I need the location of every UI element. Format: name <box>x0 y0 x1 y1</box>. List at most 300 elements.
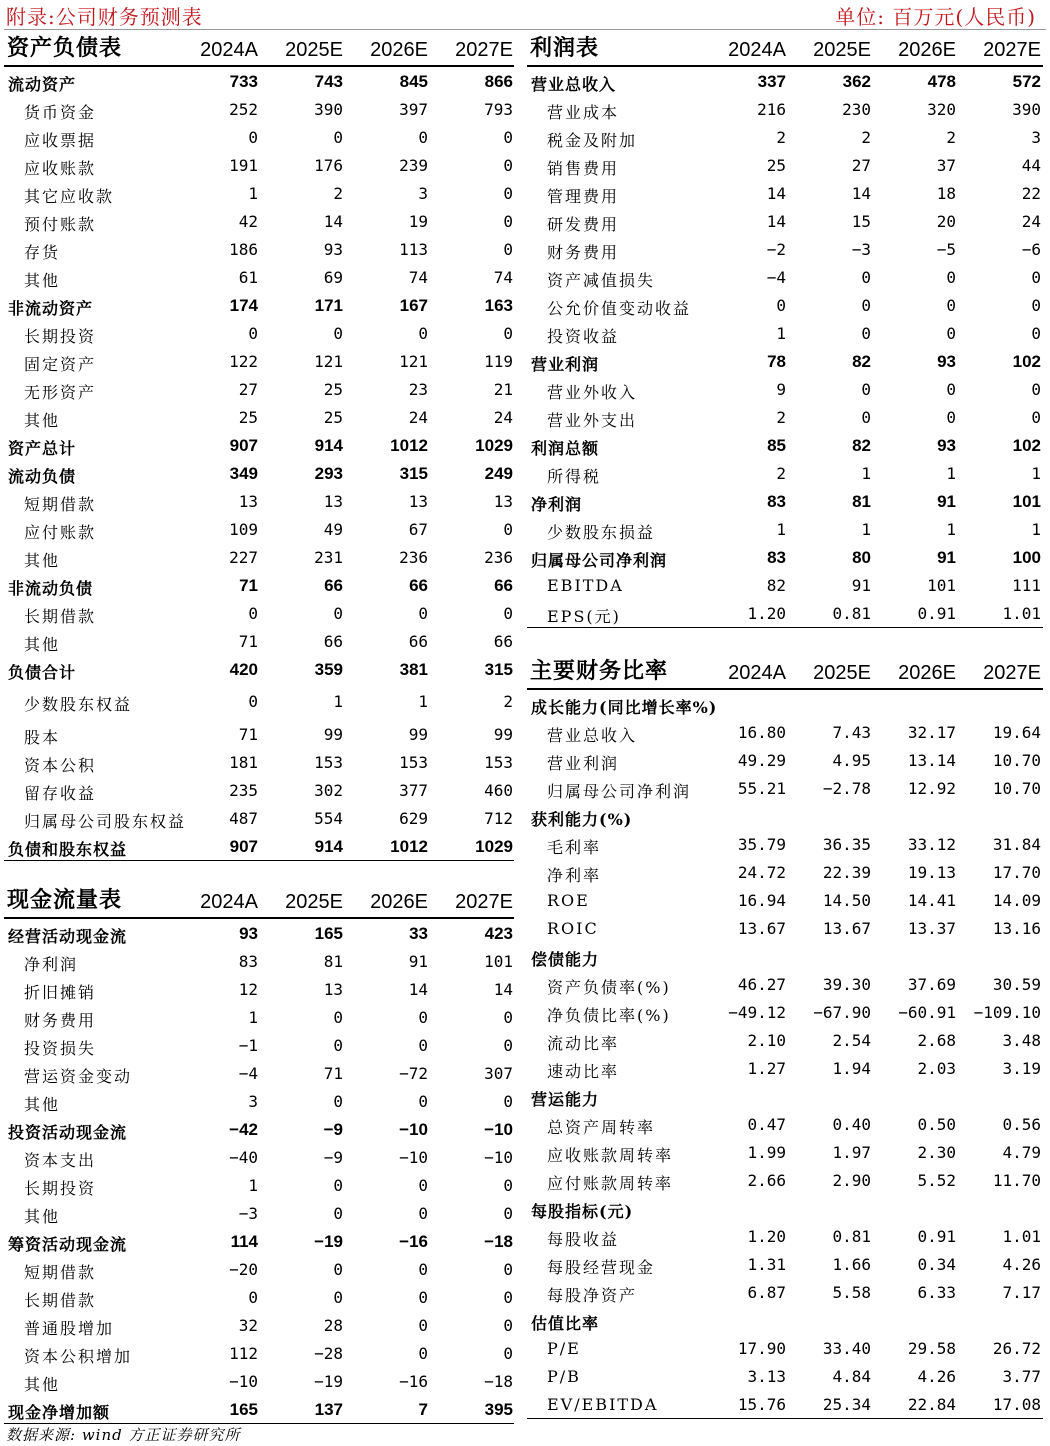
row-label: 负债和股东权益 <box>8 840 128 859</box>
cell-value: 420 <box>229 660 258 679</box>
table-row <box>527 1362 1043 1390</box>
cell-value: 377 <box>399 781 428 800</box>
cell-value: 0 <box>861 408 871 427</box>
year-header: 2026E <box>370 891 428 913</box>
cell-value: 0 <box>248 128 258 147</box>
cell-value: 121 <box>314 352 343 371</box>
cell-value: 793 <box>484 100 513 119</box>
cell-value: 20 <box>936 212 956 231</box>
cell-value: 93 <box>323 240 343 259</box>
table-row <box>4 151 514 179</box>
cell-value: 302 <box>314 781 343 800</box>
cell-value: 216 <box>757 100 786 119</box>
cell-value: −18 <box>484 1232 513 1251</box>
cell-value: 1.20 <box>747 604 786 623</box>
table-row <box>527 515 1043 543</box>
data-source-note: 数据来源: wind 方正证券研究所 <box>6 1426 241 1444</box>
row-label: 应收账款周转率 <box>547 1146 674 1165</box>
cell-value: 99 <box>408 725 428 744</box>
cell-value: 163 <box>484 296 513 315</box>
cell-value: 395 <box>484 1400 513 1419</box>
table-row <box>527 1390 1043 1418</box>
cell-value: 78 <box>767 352 786 371</box>
cell-value: 0 <box>418 1008 428 1027</box>
row-label: 营业总收入 <box>531 75 617 94</box>
cell-value: 0.91 <box>917 1227 956 1246</box>
cell-value: 66 <box>323 632 343 651</box>
cell-value: 2 <box>503 692 513 711</box>
cell-value: −2 <box>766 240 786 259</box>
cell-value: 236 <box>399 548 428 567</box>
table-row <box>4 1087 514 1115</box>
table-row <box>4 459 514 487</box>
table-row <box>4 487 514 515</box>
cell-value: −9 <box>323 1120 343 1139</box>
table-row <box>4 720 514 748</box>
table-row <box>4 291 514 319</box>
row-label: 偿债能力 <box>531 950 600 969</box>
year-header: 2027E <box>455 891 513 913</box>
cell-value: 74 <box>408 268 428 287</box>
cell-value: 35.79 <box>737 835 786 854</box>
table-row <box>527 123 1043 151</box>
table-row <box>527 179 1043 207</box>
cell-value: 230 <box>842 100 871 119</box>
cell-value: 114 <box>230 1232 258 1251</box>
cell-value: 0 <box>418 324 428 343</box>
row-label: 财务费用 <box>547 243 620 262</box>
cell-value: 0 <box>861 296 871 315</box>
cell-value: 17.08 <box>992 1395 1041 1414</box>
section-header <box>527 31 1043 67</box>
cell-value: 460 <box>484 781 513 800</box>
cell-value: 99 <box>493 725 513 744</box>
header-rule <box>4 29 1046 30</box>
cell-value: 743 <box>314 72 343 91</box>
cell-value: 121 <box>399 352 428 371</box>
cell-value: 14 <box>493 980 513 999</box>
row-label: 资本公积增加 <box>24 1347 133 1366</box>
cell-value: 315 <box>484 660 513 679</box>
cell-value: −109.10 <box>973 1003 1041 1022</box>
cell-value: 1.31 <box>747 1255 786 1274</box>
cell-value: 6.87 <box>747 1283 786 1302</box>
table-row <box>4 123 514 151</box>
table-row <box>4 1003 514 1031</box>
cell-value: 0 <box>333 1176 343 1195</box>
cell-value: 26.72 <box>992 1339 1041 1358</box>
row-label: 利润总额 <box>531 439 600 458</box>
cell-value: 0 <box>946 296 956 315</box>
table-row <box>4 1227 514 1255</box>
row-label: 净利润 <box>531 495 583 514</box>
cell-value: 3 <box>248 1092 258 1111</box>
row-label: 营业利润 <box>531 355 600 374</box>
table-row <box>4 515 514 543</box>
table-row <box>527 1026 1043 1054</box>
cell-value: 1.66 <box>832 1255 871 1274</box>
table-row <box>4 748 514 776</box>
cell-value: 102 <box>1012 352 1041 371</box>
cell-value: 101 <box>1012 492 1041 511</box>
cashflow-table <box>4 883 514 1424</box>
cell-value: 71 <box>239 576 258 595</box>
cell-value: 1 <box>1031 520 1041 539</box>
cell-value: 67 <box>408 520 428 539</box>
table-row <box>4 655 514 687</box>
cell-value: 81 <box>323 952 343 971</box>
row-label: 普通股增加 <box>24 1319 115 1338</box>
cell-value: −3 <box>238 1204 258 1223</box>
cell-value: 2 <box>946 128 956 147</box>
cell-value: 2.90 <box>832 1171 871 1190</box>
table-row <box>4 571 514 599</box>
row-label: 长期借款 <box>24 1291 97 1310</box>
cell-value: 19 <box>408 212 428 231</box>
row-label: 归属母公司净利润 <box>531 551 668 570</box>
year-header: 2027E <box>983 39 1041 61</box>
table-row <box>527 1306 1043 1334</box>
table-row <box>527 1278 1043 1306</box>
cell-value: 11.70 <box>992 1171 1041 1190</box>
cell-value: 0 <box>503 1176 513 1195</box>
table-row <box>527 886 1043 914</box>
table-row <box>4 1059 514 1087</box>
cell-value: 91 <box>937 548 956 567</box>
section-header <box>4 31 514 67</box>
row-label: 固定资产 <box>24 355 97 374</box>
cell-value: 13 <box>238 492 258 511</box>
row-label: 每股收益 <box>547 1230 620 1249</box>
cell-value: 82 <box>852 436 871 455</box>
row-label: 流动比率 <box>547 1034 620 1053</box>
cell-value: 907 <box>229 436 258 455</box>
cell-value: 423 <box>484 924 513 943</box>
cell-value: 2 <box>861 128 871 147</box>
cell-value: 0 <box>333 128 343 147</box>
cell-value: 397 <box>399 100 428 119</box>
cell-value: 3 <box>418 184 428 203</box>
cell-value: 186 <box>229 240 258 259</box>
cell-value: 914 <box>314 837 343 856</box>
cell-value: 0 <box>333 1036 343 1055</box>
cell-value: 866 <box>484 72 513 91</box>
cell-value: 13.16 <box>992 919 1041 938</box>
cell-value: 18 <box>936 184 956 203</box>
row-label: 应付账款 <box>24 523 97 542</box>
cell-value: −16 <box>399 1372 428 1391</box>
cell-value: 1.97 <box>832 1143 871 1162</box>
cell-value: 14 <box>323 212 343 231</box>
cell-value: 39.30 <box>822 975 871 994</box>
cell-value: −2.78 <box>822 779 871 798</box>
section-bottom-rule <box>4 860 514 861</box>
cell-value: −18 <box>484 1372 513 1391</box>
cell-value: 252 <box>229 100 258 119</box>
cell-value: 191 <box>229 156 258 175</box>
row-label: 非流动资产 <box>8 299 94 318</box>
table-row <box>527 1138 1043 1166</box>
row-label: 营业利润 <box>547 754 620 773</box>
row-label: 长期投资 <box>24 327 97 346</box>
row-label: P/E <box>547 1339 581 1358</box>
year-header: 2024A <box>200 891 258 913</box>
table-row <box>527 914 1043 942</box>
cell-value: 21 <box>493 380 513 399</box>
row-label: 流动负债 <box>8 467 77 486</box>
cell-value: 44 <box>1021 156 1041 175</box>
cell-value: 153 <box>314 753 343 772</box>
row-label: P/B <box>547 1367 581 1386</box>
cell-value: 24 <box>408 408 428 427</box>
cell-value: 165 <box>314 924 343 943</box>
cell-value: 7.17 <box>1002 1283 1041 1302</box>
cell-value: −10 <box>229 1372 258 1391</box>
cell-value: 32 <box>238 1316 258 1335</box>
cell-value: 0 <box>1031 380 1041 399</box>
cell-value: 101 <box>484 952 513 971</box>
cell-value: 37.69 <box>907 975 956 994</box>
table-row <box>4 207 514 235</box>
row-label: 营业成本 <box>547 103 620 122</box>
cell-value: 19.64 <box>992 723 1041 742</box>
cell-value: 629 <box>399 809 428 828</box>
table-row <box>4 687 514 720</box>
cell-value: 165 <box>229 1400 258 1419</box>
cell-value: 0 <box>946 380 956 399</box>
cell-value: 119 <box>484 352 513 371</box>
table-row <box>527 487 1043 515</box>
cell-value: 0 <box>333 1260 343 1279</box>
cell-value: 24 <box>1021 212 1041 231</box>
cell-value: 0 <box>1031 296 1041 315</box>
row-label: EV/EBITDA <box>547 1395 659 1414</box>
cell-value: 231 <box>314 548 343 567</box>
cell-value: 0 <box>503 1260 513 1279</box>
cell-value: 25.34 <box>822 1395 871 1414</box>
cell-value: 2.54 <box>832 1031 871 1050</box>
row-label: ROIC <box>547 919 599 938</box>
cell-value: 907 <box>229 837 258 856</box>
row-label: 成长能力(同比增长率%) <box>531 698 718 717</box>
cell-value: 0 <box>333 1008 343 1027</box>
cell-value: 32.17 <box>907 723 956 742</box>
cell-value: 25 <box>766 156 786 175</box>
cell-value: 174 <box>229 296 258 315</box>
cell-value: 0 <box>776 296 786 315</box>
table-row <box>4 804 514 832</box>
cell-value: 71 <box>238 632 258 651</box>
cell-value: 249 <box>484 464 513 483</box>
cell-value: 122 <box>229 352 258 371</box>
cell-value: 83 <box>767 548 786 567</box>
cell-value: 81 <box>852 492 871 511</box>
table-row <box>527 291 1043 319</box>
cell-value: 36.35 <box>822 835 871 854</box>
row-label: 筹资活动现金流 <box>8 1235 128 1254</box>
cell-value: 27 <box>851 156 871 175</box>
table-row <box>4 347 514 375</box>
cell-value: 0.81 <box>832 604 871 623</box>
year-header: 2025E <box>285 39 343 61</box>
cell-value: −19 <box>314 1232 343 1251</box>
row-label: 流动资产 <box>8 75 77 94</box>
table-row <box>4 1171 514 1199</box>
cell-value: 25 <box>238 408 258 427</box>
cell-value: 91 <box>408 952 428 971</box>
row-label: 速动比率 <box>547 1062 620 1081</box>
table-row <box>4 1255 514 1283</box>
cell-value: 14 <box>766 212 786 231</box>
section-bottom-rule <box>527 627 1043 628</box>
cell-value: 13 <box>323 492 343 511</box>
cell-value: 0 <box>503 1036 513 1055</box>
cell-value: 25 <box>323 408 343 427</box>
cell-value: −10 <box>484 1148 513 1167</box>
table-row <box>4 776 514 804</box>
table-row <box>4 543 514 571</box>
row-label: 短期借款 <box>24 495 97 514</box>
cell-value: 66 <box>493 632 513 651</box>
cell-value: 0 <box>503 184 513 203</box>
cell-value: 0 <box>333 324 343 343</box>
row-label: 获利能力(%) <box>531 810 633 829</box>
table-row <box>4 319 514 347</box>
cell-value: 2 <box>776 128 786 147</box>
cell-value: 13.14 <box>907 751 956 770</box>
row-label: EPS(元) <box>547 607 621 626</box>
table-row <box>4 1199 514 1227</box>
cell-value: 712 <box>484 809 513 828</box>
table-row <box>527 1082 1043 1110</box>
table-row <box>527 543 1043 571</box>
cell-value: 19.13 <box>907 863 956 882</box>
cell-value: −40 <box>229 1148 258 1167</box>
cell-value: 101 <box>927 576 956 595</box>
table-row <box>4 1395 514 1423</box>
cell-value: 0 <box>418 128 428 147</box>
cell-value: 137 <box>314 1400 343 1419</box>
cell-value: 0 <box>418 1316 428 1335</box>
row-label: 净利润 <box>24 955 79 974</box>
cell-value: 93 <box>937 436 956 455</box>
row-label: 预付账款 <box>24 215 97 234</box>
cell-value: 1.20 <box>747 1227 786 1246</box>
row-label: 投资活动现金流 <box>8 1123 128 1142</box>
cell-value: 390 <box>314 100 343 119</box>
cell-value: 42 <box>238 212 258 231</box>
row-label: 负债合计 <box>8 663 77 682</box>
cell-value: 0 <box>503 1344 513 1363</box>
table-row <box>4 627 514 655</box>
cell-value: 49 <box>323 520 343 539</box>
cell-value: 74 <box>493 268 513 287</box>
cell-value: 572 <box>1012 72 1041 91</box>
table-row <box>527 858 1043 886</box>
cell-value: 6.33 <box>917 1283 956 1302</box>
cell-value: 362 <box>842 72 871 91</box>
cell-value: 337 <box>757 72 786 91</box>
table-row <box>4 263 514 291</box>
cell-value: 478 <box>927 72 956 91</box>
year-header: 2026E <box>898 39 956 61</box>
unit-label: 单位: 百万元(人民币) <box>835 5 1036 29</box>
cell-value: 1029 <box>475 837 513 856</box>
table-row <box>527 1222 1043 1250</box>
cell-value: 0 <box>503 604 513 623</box>
section-header <box>527 654 1043 690</box>
table-row <box>527 319 1043 347</box>
cell-value: 359 <box>314 660 343 679</box>
cell-value: 914 <box>314 436 343 455</box>
cell-value: 1 <box>776 520 786 539</box>
row-label: 营业外支出 <box>547 411 638 430</box>
cell-value: 0 <box>503 1316 513 1335</box>
cell-value: 30.59 <box>992 975 1041 994</box>
cell-value: 13.37 <box>907 919 956 938</box>
cell-value: −28 <box>314 1344 343 1363</box>
cell-value: 2.10 <box>747 1031 786 1050</box>
page-title: 附录:公司财务预测表 <box>6 5 203 29</box>
row-label: 投资损失 <box>24 1039 97 1058</box>
cell-value: 13 <box>323 980 343 999</box>
cell-value: 4.79 <box>1002 1143 1041 1162</box>
cell-value: 1.99 <box>747 1143 786 1162</box>
cell-value: 1012 <box>390 837 428 856</box>
cell-value: 1 <box>248 1176 258 1195</box>
cell-value: 17.70 <box>992 863 1041 882</box>
cell-value: 0 <box>503 1092 513 1111</box>
row-label: 其他 <box>24 411 61 430</box>
cell-value: 0 <box>1031 324 1041 343</box>
cell-value: 80 <box>852 548 871 567</box>
table-row <box>527 403 1043 431</box>
year-header: 2024A <box>200 39 258 61</box>
cell-value: 0 <box>248 1288 258 1307</box>
cell-value: 2 <box>776 464 786 483</box>
cell-value: 66 <box>324 576 343 595</box>
table-row <box>4 235 514 263</box>
row-label: 税金及附加 <box>547 131 638 150</box>
cell-value: 1 <box>861 520 871 539</box>
row-label: 归属母公司股东权益 <box>24 812 187 831</box>
cell-value: 1.27 <box>747 1059 786 1078</box>
cell-value: 0 <box>946 324 956 343</box>
row-label: 其他 <box>24 1207 61 1226</box>
cell-value: 293 <box>314 464 343 483</box>
cell-value: 2.03 <box>917 1059 956 1078</box>
table-row <box>527 942 1043 970</box>
table-row <box>527 802 1043 830</box>
cell-value: 33.12 <box>907 835 956 854</box>
cell-value: 14 <box>408 980 428 999</box>
table-row <box>4 1339 514 1367</box>
cell-value: 1029 <box>475 436 513 455</box>
cell-value: 91 <box>937 492 956 511</box>
row-label: 其他 <box>24 1375 61 1394</box>
cell-value: 0 <box>946 408 956 427</box>
row-label: 资本公积 <box>24 756 97 775</box>
cell-value: 0.91 <box>917 604 956 623</box>
table-row <box>4 919 514 947</box>
table-row <box>4 947 514 975</box>
cell-value: 167 <box>399 296 428 315</box>
table-row <box>4 1115 514 1143</box>
cell-value: 0 <box>418 604 428 623</box>
cell-value: 4.26 <box>917 1367 956 1386</box>
cell-value: 176 <box>314 156 343 175</box>
cell-value: 13.67 <box>822 919 871 938</box>
